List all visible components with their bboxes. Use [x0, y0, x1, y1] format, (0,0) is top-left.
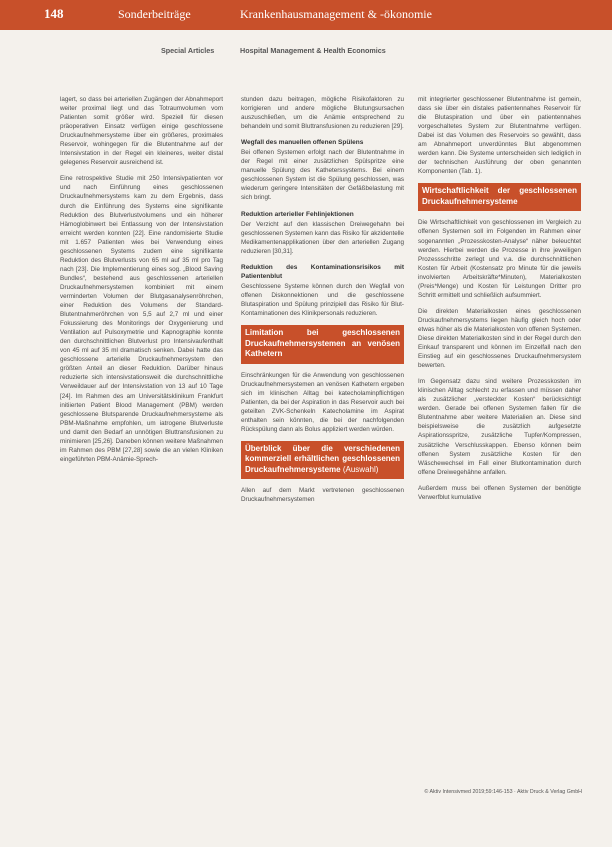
- footer-copyright: © Aktiv Intensivmed 2019;59:146-153 · Aktiv Druck & Verlag GmbH: [424, 789, 582, 795]
- column-1: [60, 95, 223, 471]
- paragraph: Einschränkungen für die Anwendung von geschlossenen Druckaufnehmersystemen an venösen Kathetern ergeben sich im klinischen Alltag bei katecholaminpflichtigen Patienten, da bei der Aspiration in das Reservoir auch bei geteilten ZVK-Schenkeln Katecholamine im Aspirat enthalten sein könnten, die bei der nachfolgenden Rückspülung dann als Bolus appliziert werden würden.: [241, 371, 404, 433]
- section-heading-box: [241, 441, 404, 480]
- section-heading-box: Limitation bei geschlossenen Druckaufnehmersystemen an venösen Kathetern: [241, 325, 404, 364]
- section-title-en: Special Articles: [161, 46, 215, 55]
- subheading: Reduktion des Kontaminationsrisikos mit Patientenblut: [241, 263, 404, 280]
- column-3: [418, 95, 581, 509]
- paragraph: Die direkten Materialkosten eines geschlossenen Druckaufnehmersystems liegen häufig gleich hoch oder etwas höher als die Materialkosten von offenen Systemen. Diese direkten Materialkosten sind in der Regel durch den Einkauf transparent und können im Einzelfall nach den Einstieg auf ein geschlossenes Druckaufnehmersystem bewerten.: [418, 307, 581, 370]
- paragraph: Eine retrospektive Studie mit 250 Intensivpatienten vor und nach Einführung eines geschlossenen Druckaufnehmersystems kam zu dem Ergebnis, dass durch die Einführung des Systems eine signifikante Reduktion des Blutverlustvolumens und ein höherer Hämoglobinwert bei Entlassung von der Intensivstation erreicht werden konnten [22]. Eine randomisierte Studie mit 1.657 Patienten wies bei Verwendung eines geschlossenen Systems zudem eine signifikante Reduktion des Blutverlusts von 65 ml auf 35 ml pro Tag nach [23]. Die Implementierung eines sog. „Blood Saving Bundles“, bestehend aus geschlossenen arteriellen Druckaufnehmersystemen kombiniert mit einem verminderten Volumen der Blutgasanalysenröhrchen, einer Reduktion des Volumens der Standard-Blutentnahmeröhrchen von 5,5 auf 2,7 ml und einer Fokussierung des Monitorings der Oxygenierung und Ventilation auf Pulsoxymetrie und Kapnographie konnte den durchschnittlichen Blutverlust pro Intensivaufenthalt von 45 ml auf 35 ml dramatisch senken. Dabei hatte das geschlossene arterielle Druckaufnehmersystem den größten Anteil an dieser Reduktion. Darüber hinaus reduzierte sich intensivstationsweit die durchschnittliche Verweildauer auf der Intensivstation von 13 auf 10 Tage [24]. Im Rahmen des am Universitätsklinikum Frankfurt initiierten Patient Blood Management (PBM) werden geschlossene Blutsparende Druckaufnehmersysteme als PBM-Maßnahme empfohlen, um iatrogene Blutverluste und damit den Bedarf an unnötigen Bluttransfusionen zu minimieren [25,26]. Daneben können weitere Maßnahmen im Rahmen des PBM [27,28] sowie die an vielen Kliniken eingeführten PBM-Anämie-Sprech-: [60, 175, 223, 463]
- section-title-de: Sonderbeiträge: [118, 7, 191, 21]
- paragraph: Allen auf dem Markt vertretenen geschlossenen Druckaufnehmersystemen: [241, 487, 404, 504]
- paragraph: Geschlossene Systeme können durch den Wegfall von offenen Diskonnektionen und die geschlossene Blutaspiration und Spülung prinzipiell das Risiko für Blut-Kontaminationen des Klinikpersonals reduzieren.: [241, 282, 404, 317]
- paragraph: Die Wirtschaftlichkeit von geschlossenen im Vergleich zu offenen Systemen soll im Folgenden im Rahmen einer sogenannten „Prozesskosten-Analyse“ näher beleuchtet werden. Hierbei werden die Prozesse in ihre jeweiligen Prozessschritte zerlegt und v.a. die durchschnittlichen Kosten für Arbeit (Kostensatz pro Minute für die jeweils involvierten Arbeitskräfte*Minuten), Materialkosten (Preis*Menge) und Kosten für Leistungen Dritter pro Schritt ermittelt und schließlich aufsummiert.: [418, 219, 581, 299]
- section-heading-note: (Auswahl): [342, 464, 379, 474]
- paragraph: Bei offenen Systemen erfolgt nach der Blutentnahme in der Regel mit einer zusätzlichen Spülspritze eine manuelle Spülung des Katheterssystems. Bei einem geschlossenen System ist die Spülung geschlossen, was wiederum geringere Intensitäten der Gefäßbelastung mit sich bringt.: [241, 149, 404, 202]
- column-2: [241, 95, 404, 511]
- section-topic-de: Krankenhausmanagement & -ökonomie: [240, 7, 432, 21]
- section-topic-en: Hospital Management & Health Economics: [240, 46, 386, 55]
- paragraph: Der Verzicht auf den klassischen Dreiwegehahn bei geschlossenen Systemen kann das Risiko für akzidentelle Medikamentenapplikationen über den arteriellen Zugang reduzieren [30,31].: [241, 220, 404, 255]
- paragraph: stunden dazu beitragen, mögliche Risikofaktoren zu korrigieren und andere mögliche Blutungsursachen auszuschließen, um die Anämie entsprechend zu behandeln und somit Bluttransfusionen zu reduzieren [29].: [241, 96, 404, 131]
- header-bar: [0, 0, 612, 30]
- subheading: Reduktion arterieller Fehlinjektionen: [241, 210, 354, 218]
- paragraph: mit integrierter geschlossener Blutentnahme ist gemein, dass sie über ein distales patientennahes Reservoir für die Blutaspiration und über ein patientennahes vorgeschaltetes System zur Blutentnahme verfügen. Dabei ist das Volumen des Reservoirs so gewählt, dass am Abnahmeport unverdünntes Blut abgenommen werden kann. Die Systeme unterscheiden sich lediglich in der technischen Ausführung der oben genannten Komponenten (Tab. 1).: [418, 96, 581, 176]
- subheading: Wegfall des manuellen offenen Spülens: [241, 139, 364, 147]
- paragraph: lagert, so dass bei arteriellen Zugängen der Abnahmeport weiter proximal liegt und das Totraumvolumen vom Patienten somit größer wird. Speziell für diesen präoperativen Einsatz verfügen einige geschlossene Druckaufnehmersysteme über ein größeres, proximales Reservoir, wohingegen für die Blutentnahme auf der Intensivstation in der Regel ein kleineres, weiter distal gelegenes Reservoir ausreichend ist.: [60, 96, 223, 167]
- section-heading-text: Überblick über die verschiedenen kommerziell erhältlichen geschlossenen Druckaufnehmersysteme: [245, 443, 400, 474]
- paragraph: Außerdem muss bei offenen Systemen der benötigte Verwerfblut kumulative: [418, 484, 581, 501]
- page-number: 148: [44, 6, 64, 21]
- paragraph: Im Gegensatz dazu sind weitere Prozesskosten im klinischen Alltag schlecht zu erfassen und müssen daher als zusätzlicher „versteckter Kosten“ berücksichtigt werden. Gerade bei offenen Systemen fallen für die Blutentnahme aber weitere Materialien an. Diese sind beispielsweise die zusätzlich aufgesetzte Aspirationsspritze, zusätzliche Tupfer/Kompressen, zusätzliche Verschlusskappen. Ebenso können beim offenen System zusätzliche Kosten für den Wäschewechsel im Fall einer Blutkontamination durch offene Dreiwegehähne anfallen.: [418, 378, 581, 476]
- section-heading-box: Wirtschaftlichkeit der geschlossenen Druckaufnehmersysteme: [418, 183, 581, 211]
